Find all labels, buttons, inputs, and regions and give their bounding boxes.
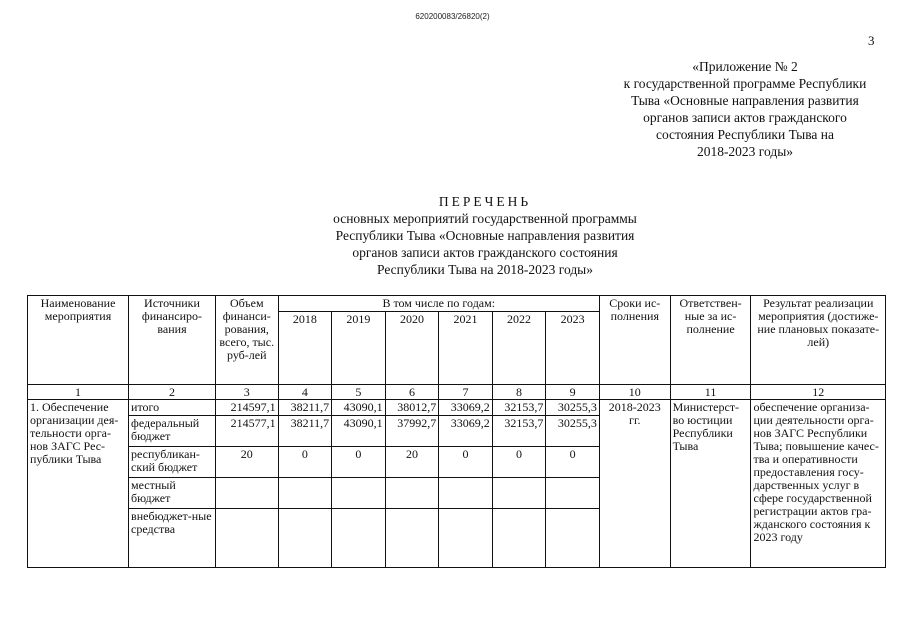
header-volume: Объем финанси-рования, всего, тыс. руб-лей <box>215 296 278 385</box>
column-number: 10 <box>599 385 670 400</box>
year-value: 32153,7 <box>492 400 546 416</box>
heading-line: органов записи актов гражданского состояния <box>352 245 618 260</box>
table-row <box>28 400 886 416</box>
header-row <box>28 296 886 312</box>
source-cell: итого <box>129 400 216 416</box>
year-value: 30255,3 <box>546 416 600 447</box>
column-number: 7 <box>439 385 493 400</box>
appendix-line: Тыва «Основные направления развития <box>631 93 859 108</box>
year-value: 38211,7 <box>278 416 332 447</box>
header-year: 2022 <box>492 312 546 385</box>
year-value: 37992,7 <box>385 416 439 447</box>
header-year: 2023 <box>546 312 600 385</box>
header-deadline: Сроки ис-полнения <box>599 296 670 385</box>
year-value <box>385 478 439 509</box>
year-value <box>546 509 600 568</box>
heading-line: Республики Тыва на 2018-2023 годы» <box>376 262 594 277</box>
deadline-cell: 2018-2023 гг. <box>599 400 670 568</box>
year-value: 20 <box>385 447 439 478</box>
source-cell: республикан-ский бюджет <box>129 447 216 478</box>
activities-table <box>27 295 886 568</box>
heading-title: ПЕРЕЧЕНЬ <box>438 194 532 209</box>
year-value: 43090,1 <box>332 416 386 447</box>
header-result: Результат реализации мероприятия (достиже-ние плановых показате-лей) <box>751 296 886 385</box>
appendix-line: состояния Республики Тыва на <box>655 127 835 142</box>
header-year: 2018 <box>278 312 332 385</box>
year-value: 0 <box>492 447 546 478</box>
year-value: 38012,7 <box>385 400 439 416</box>
header-responsible: Ответствен-ные за ис-полнение <box>670 296 751 385</box>
appendix-line: органов записи актов гражданского <box>643 110 847 125</box>
column-number: 2 <box>129 385 216 400</box>
column-number: 1 <box>28 385 129 400</box>
year-value: 33069,2 <box>439 416 493 447</box>
header-year: 2019 <box>332 312 386 385</box>
year-value <box>546 478 600 509</box>
column-number: 11 <box>670 385 751 400</box>
total-cell: 214597,1 <box>215 400 278 416</box>
source-cell: местный бюджет <box>129 478 216 509</box>
column-number: 12 <box>751 385 886 400</box>
header-year: 2020 <box>385 312 439 385</box>
year-value: 0 <box>278 447 332 478</box>
year-value <box>439 509 493 568</box>
total-cell <box>215 478 278 509</box>
year-value: 0 <box>546 447 600 478</box>
year-value: 33069,2 <box>439 400 493 416</box>
year-value: 38211,7 <box>278 400 332 416</box>
year-value: 0 <box>332 447 386 478</box>
year-value: 32153,7 <box>492 416 546 447</box>
column-number: 8 <box>492 385 546 400</box>
responsible-cell: Министерст-во юстиции Республики Тыва <box>670 400 751 568</box>
year-value <box>278 509 332 568</box>
header-by-years: В том числе по годам: <box>278 296 599 312</box>
document-code: 620200083/26820(2) <box>415 12 490 21</box>
year-value: 0 <box>439 447 493 478</box>
year-value <box>385 509 439 568</box>
column-number: 5 <box>332 385 386 400</box>
column-number-row <box>28 385 886 400</box>
header-year: 2021 <box>439 312 493 385</box>
page-number: 3 <box>868 33 875 48</box>
column-number: 3 <box>215 385 278 400</box>
column-number: 4 <box>278 385 332 400</box>
source-cell: внебюджет-ные средства <box>129 509 216 568</box>
column-number: 6 <box>385 385 439 400</box>
total-cell: 214577,1 <box>215 416 278 447</box>
appendix-line: к государственной программе Республики <box>623 76 867 91</box>
heading-line: основных мероприятий государственной программы <box>333 211 637 226</box>
total-cell <box>215 509 278 568</box>
header-name: Наименование мероприятия <box>28 296 129 385</box>
total-cell: 20 <box>215 447 278 478</box>
activity-name: 1. Обеспечение организации дея-тельности орга-нов ЗАГС Рес-публики Тыва <box>28 400 129 568</box>
result-cell: обеспечение организа-ции деятельности орга-нов ЗАГС Республики Тыва; повышение качес-тва и оперативности предоставления госу-дарственных услуг в сфере государственной регистрации актов гра-жданского состояния к 2023 году <box>751 400 886 568</box>
year-value <box>278 478 332 509</box>
document-heading <box>250 193 720 278</box>
year-value <box>332 478 386 509</box>
column-number: 9 <box>546 385 600 400</box>
year-value <box>332 509 386 568</box>
appendix-line: 2018-2023 годы» <box>696 144 794 159</box>
year-value: 43090,1 <box>332 400 386 416</box>
year-value <box>492 509 546 568</box>
heading-line: Республики Тыва «Основные направления развития <box>335 228 635 243</box>
year-value <box>492 478 546 509</box>
year-value <box>439 478 493 509</box>
year-value: 30255,3 <box>546 400 600 416</box>
appendix-block <box>560 58 905 160</box>
header-source: Источники финансиро-вания <box>129 296 216 385</box>
source-cell: федеральный бюджет <box>129 416 216 447</box>
appendix-line: «Приложение № 2 <box>692 59 798 74</box>
